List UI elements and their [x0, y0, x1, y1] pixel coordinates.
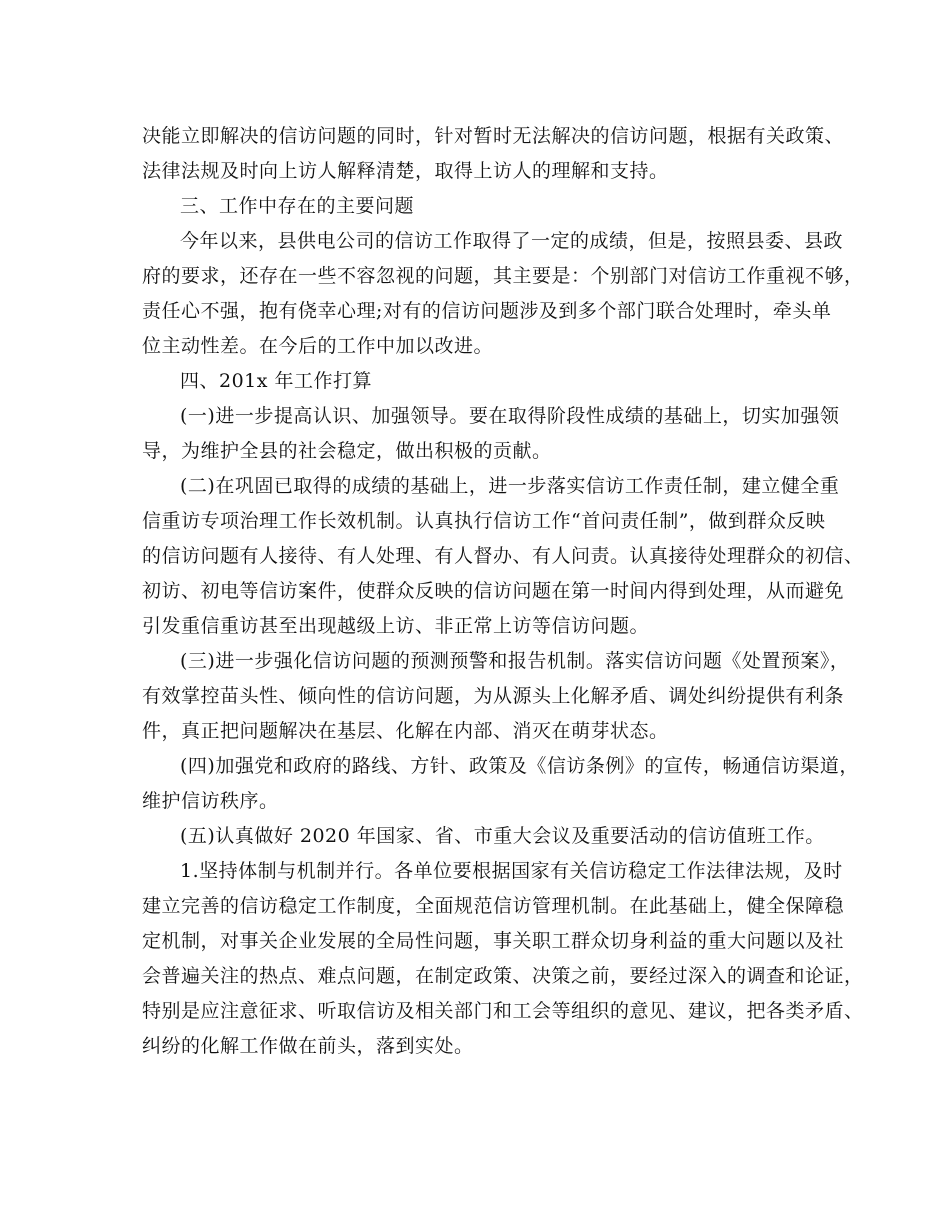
text-line: (四)加强党和政府的路线、方针、政策及《信访条例》的宣传，畅通信访渠道，: [180, 755, 859, 777]
text-line: (五)认真做好 2020 年国家、省、市重大会议及重要活动的信访值班工作。: [180, 825, 825, 847]
text-line: 的信访问题有人接待、有人处理、有人督办、有人问责。认真接待处理群众的初信、: [142, 545, 864, 567]
text-line: 位主动性差。在今后的工作中加以改进。: [142, 335, 494, 357]
text-line: 1.坚持体制与机制并行。各单位要根据国家有关信访稳定工作法律法规，及时: [180, 860, 843, 882]
text-line: 会普遍关注的热点、难点问题，在制定政策、决策之前，要经过深入的调查和论证，: [142, 965, 864, 987]
text-line: 特别是应注意征求、听取信访及相关部门和工会等组织的意见、建议，把各类矛盾、: [142, 1000, 864, 1022]
text-line: (一)进一步提高认识、加强领导。要在取得阶段性成绩的基础上，切实加强领: [180, 405, 840, 427]
text-line: (三)进一步强化信访问题的预测预警和报告机制。落实信访问题《处置预案》，: [180, 650, 850, 672]
text-line: 件，真正把问题解决在基层、化解在内部、消灭在萌芽状态。: [142, 720, 669, 742]
text-line: 维护信访秩序。: [142, 790, 279, 812]
text-line: 定机制，对事关企业发展的全局性问题，事关职工群众切身利益的重大问题以及社: [142, 930, 845, 952]
text-line: 引发重信重访甚至出现越级上访、非正常上访等信访问题。: [142, 615, 650, 637]
text-line: 建立完善的信访稳定工作制度，全面规范信访管理机制。在此基础上，健全保障稳: [142, 895, 845, 917]
text-line: 有效掌控苗头性、倾向性的信访问题，为从源头上化解矛盾、调处纠纷提供有利条: [142, 685, 845, 707]
text-line: 今年以来，县供电公司的信访工作取得了一定的成绩，但是，按照县委、县政: [180, 230, 844, 252]
text-line: 法律法规及时向上访人解释清楚，取得上访人的理解和支持。: [142, 160, 669, 182]
text-line: 决能立即解决的信访问题的同时，针对暂时无法解决的信访问题，根据有关政策、: [142, 125, 845, 147]
text-line: 纠纷的化解工作做在前头，落到实处。: [142, 1035, 474, 1057]
text-line: 责任心不强，抱有侥幸心理;对有的信访问题涉及到多个部门联合处理时，牵头单: [142, 300, 832, 322]
text-line: 初访、初电等信访案件，使群众反映的信访问题在第一时间内得到处理，从而避免: [142, 580, 845, 602]
section-heading: 四、201x 年工作打算: [180, 370, 373, 392]
text-line: (二)在巩固已取得的成绩的基础上，进一步落实信访工作责任制，建立健全重: [180, 475, 840, 497]
text-line: 府的要求，还存在一些不容忽视的问题，其主要是：个别部门对信访工作重视不够，: [142, 265, 864, 287]
section-heading: 三、工作中存在的主要问题: [180, 195, 415, 217]
text-line: 信重访专项治理工作长效机制。认真执行信访工作“首问责任制”，做到群众反映: [142, 510, 826, 532]
text-line: 导，为维护全县的社会稳定，做出积极的贡献。: [142, 440, 552, 462]
